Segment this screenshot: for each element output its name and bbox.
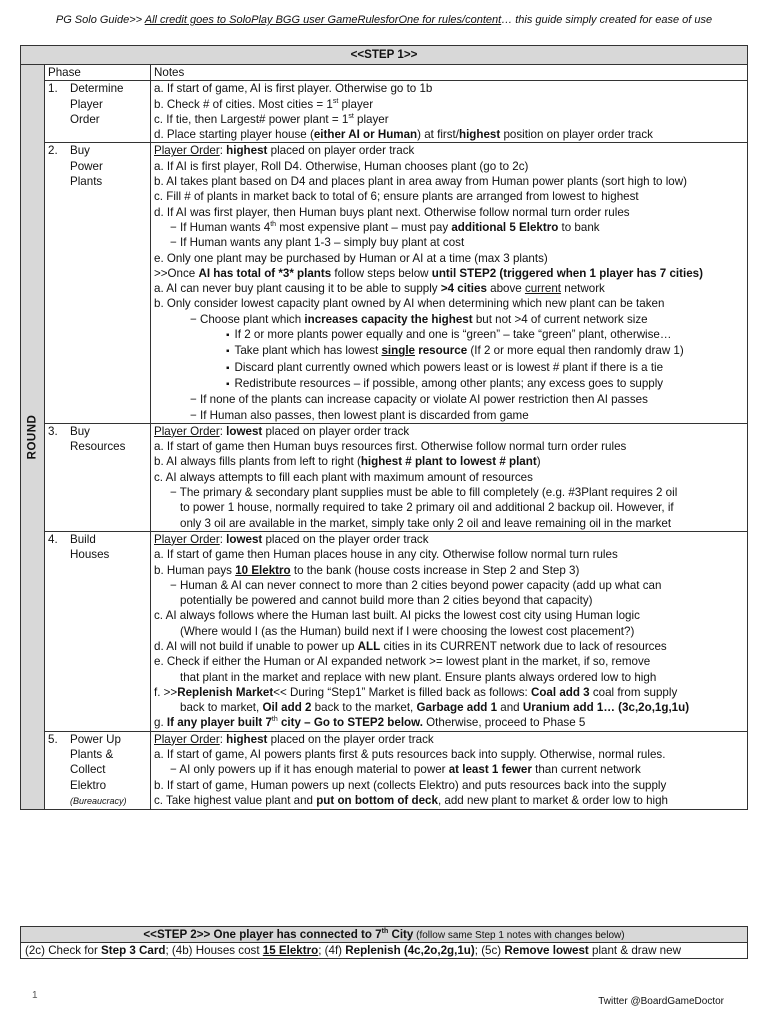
- note-line: (Where would I (as the Human) build next if I were choosing the lowest cost placement?): [180, 624, 635, 638]
- phase-1-number: 1.: [48, 82, 58, 96]
- note-line: a. If start of game, AI powers plants first & puts resources back into supply. Otherwise, normal rules.: [154, 748, 666, 762]
- note-line: that plant in the market and replace with new plant. Ensure plants always ordered low to high: [180, 670, 657, 684]
- step1-title: <<STEP 1>>: [21, 46, 748, 65]
- note-line: ▪ If 2 or more plants power equally and one is “green” – take “green” plant, otherwise…: [154, 327, 744, 343]
- phase-1-name: Player: [70, 97, 103, 111]
- note-line: potentially be powered and cannot build more than 2 cities beyond that capacity): [180, 594, 593, 608]
- phase-5-name: Power Up: [70, 732, 121, 746]
- phase-5-name: Plants &: [70, 748, 114, 762]
- page-number: 1: [32, 990, 38, 1001]
- phase-5-cell: [45, 731, 151, 809]
- note-line: >>Once AI has total of *3* plants follow steps below until STEP2 (triggered when 1 player has 7 cities): [154, 266, 703, 280]
- note-line: c. AI always attempts to fill each plant with maximum amount of resources: [154, 470, 533, 484]
- note-line: − Human & AI can never connect to more than 2 cities beyond power capacity (add up what can: [170, 578, 662, 592]
- note-line: − If none of the plants can increase capacity or violate AI power restriction then AI passes: [190, 393, 648, 407]
- round-label: ROUND: [25, 414, 38, 460]
- phase-1-name: Order: [70, 112, 100, 126]
- phase-4-name: Build: [70, 532, 96, 546]
- player-order-line: Player Order: highest placed on the player order track: [154, 732, 434, 746]
- phase-3-cell: [45, 423, 151, 531]
- note-line: ▪ Take plant which has lowest single resource (If 2 or more equal then randomly draw 1): [154, 343, 744, 359]
- note-line: ▪ Discard plant currently owned which powers least or is lowest # plant if there is a tie: [154, 360, 744, 376]
- note-line: c. AI always follows where the Human last built. AI picks the lowest cost city using Human logic: [154, 609, 640, 623]
- phase-1-notes: [151, 81, 748, 143]
- note-line: to power 1 house, normally required to take 2 primary oil and additional 2 backup oil. However, if: [180, 501, 674, 515]
- phase-row-2: [21, 143, 748, 423]
- note-line: b. Only consider lowest capacity plant owned by AI when determining which new plant can be taken: [154, 297, 665, 311]
- phase-2-name: Plants: [70, 175, 103, 189]
- note-line: b. If start of game, Human powers up next (collects Elektro) and puts resources back into the supply: [154, 778, 667, 792]
- note-line: a. AI can never buy plant causing it to be able to supply >4 cities above current network: [154, 282, 605, 296]
- player-order-line: Player Order: highest placed on player order track: [154, 144, 415, 158]
- note-line: e. Only one plant may be purchased by Human or AI at a time (max 3 plants): [154, 251, 548, 265]
- phase-5-subtitle: (Bureaucracy): [70, 795, 127, 806]
- note-line: d. If AI was first player, then Human buys plant next. Otherwise follow normal turn order rules: [154, 205, 630, 219]
- phase-4-name: Houses: [70, 548, 110, 562]
- phase-3-name: Buy: [70, 424, 90, 438]
- note-line: a. If start of game, AI is first player. Otherwise go to 1b: [154, 82, 433, 96]
- note-line: − If Human wants 4th most expensive plant – must pay additional 5 Elektro to bank: [170, 220, 600, 234]
- phase-4-number: 4.: [48, 532, 58, 546]
- step2-table: [20, 926, 748, 959]
- phase-3-name: Resources: [70, 440, 126, 454]
- phase-2-notes: [151, 143, 748, 423]
- step2-title: <<STEP 2>> One player has connected to 7th City (follow same Step 1 notes with changes below): [21, 927, 748, 943]
- note-line: g. If any player built 7th city – Go to STEP2 below. Otherwise, proceed to Phase 5: [154, 716, 586, 730]
- page-header: [0, 14, 768, 26]
- phase-row-1: [21, 81, 748, 143]
- phase-row-5: [21, 731, 748, 809]
- header-suffix: … this guide simply created for ease of use: [501, 14, 713, 26]
- phase-3-notes: [151, 423, 748, 531]
- note-line: b. Check # of cities. Most cities = 1st player: [154, 97, 374, 111]
- note-line: e. Check if either the Human or AI expanded network >= lowest plant in the market, if so, remove: [154, 655, 651, 669]
- phase-5-number: 5.: [48, 732, 58, 746]
- phase-4-cell: [45, 531, 151, 731]
- phase-5-name: Collect: [70, 763, 106, 777]
- header-credit: All credit goes to SoloPlay BGG user GameRulesforOne for rules/content: [144, 14, 502, 26]
- notes-header: Notes: [151, 65, 748, 81]
- phase-2-name: Power: [70, 159, 103, 173]
- step2-changes: (2c) Check for Step 3 Card; (4b) Houses cost 15 Elektro; (4f) Replenish (4c,2o,2g,1u); (5c) Remove lowest plant & draw new: [21, 943, 748, 959]
- note-line: b. AI always fills plants from left to right (highest # plant to lowest # plant): [154, 455, 541, 469]
- phase-1-cell: [45, 81, 151, 143]
- phase-1-name: Determine: [70, 82, 124, 96]
- note-line: f. >>Replenish Market<< During “Step1” Market is filled back as follows: Coal add 3 coal from supply: [154, 685, 678, 699]
- note-line: c. Take highest value plant and put on bottom of deck, add new plant to market & order low to high: [154, 793, 669, 807]
- note-line: only 3 oil are available in the market, simply take only 2 oil and leave remaining oil in the market: [180, 516, 672, 530]
- note-line: − If Human wants any plant 1-3 – simply buy plant at cost: [170, 236, 465, 250]
- phase-4-notes: [151, 531, 748, 731]
- phase-5-name: Elektro: [70, 778, 107, 792]
- phase-row-3: [21, 423, 748, 531]
- note-line: a. If start of game then Human buys resources first. Otherwise follow normal turn order rules: [154, 440, 627, 454]
- phase-2-number: 2.: [48, 144, 58, 158]
- step1-table: [20, 45, 748, 810]
- note-line: − The primary & secondary plant supplies must be able to fill completely (e.g. #3Plant requires 2 oil: [170, 486, 678, 500]
- note-line: − If Human also passes, then lowest plant is discarded from game: [190, 408, 529, 422]
- note-line: back to market, Oil add 2 back to the market, Garbage add 1 and Uranium add 1… (3c,2o,1g,1u): [180, 701, 690, 715]
- note-line: − AI only powers up if it has enough material to power at least 1 fewer than current network: [170, 763, 641, 777]
- twitter-handle: Twitter @BoardGameDoctor: [598, 996, 724, 1007]
- note-line: d. AI will not build if unable to power up ALL cities in its CURRENT network due to lack of resources: [154, 639, 667, 653]
- round-column: [21, 65, 45, 810]
- note-line: a. If AI is first player, Roll D4. Otherwise, Human chooses plant (go to 2c): [154, 159, 529, 173]
- phase-2-cell: [45, 143, 151, 423]
- phase-3-number: 3.: [48, 424, 58, 438]
- note-line: d. Place starting player house (either AI or Human) at first/highest position on player order track: [154, 128, 653, 142]
- note-line: − Choose plant which increases capacity the highest but not >4 of current network size: [190, 312, 648, 326]
- player-order-line: Player Order: lowest placed on the player order track: [154, 532, 429, 546]
- note-line: ▪ Redistribute resources – if possible, among other plants; any excess goes to supply: [154, 376, 744, 392]
- note-line: c. If tie, then Largest# power plant = 1st player: [154, 112, 389, 126]
- phase-row-4: [21, 531, 748, 731]
- phase-header: Phase: [45, 65, 151, 81]
- phase-2-name: Buy: [70, 144, 90, 158]
- note-line: b. Human pays 10 Elektro to the bank (house costs increase in Step 2 and Step 3): [154, 563, 580, 577]
- note-line: c. Fill # of plants in market back to total of 6; ensure plants are arranged from lowest to highest: [154, 190, 639, 204]
- note-line: b. AI takes plant based on D4 and places plant in area away from Human power plants (sort high to low): [154, 175, 687, 189]
- header-prefix: PG Solo Guide>>: [55, 14, 145, 26]
- phase-5-notes: [151, 731, 748, 809]
- note-line: a. If start of game then Human places house in any city. Otherwise follow normal turn rules: [154, 548, 618, 562]
- player-order-line: Player Order: lowest placed on player order track: [154, 424, 410, 438]
